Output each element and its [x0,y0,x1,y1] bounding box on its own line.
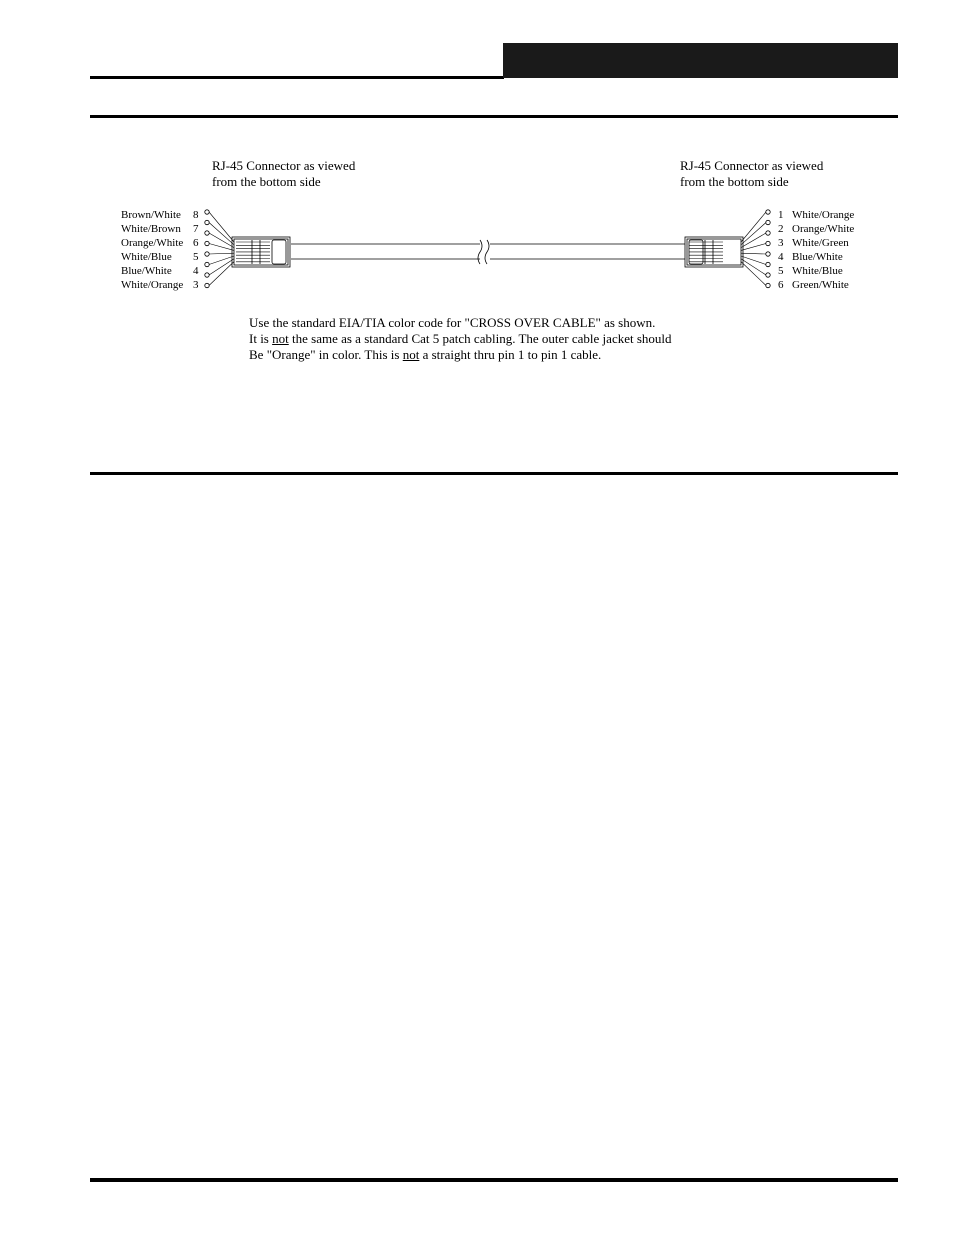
right-wire-terminal [766,252,770,256]
right-fanout-wire [741,244,766,251]
left-pin-number: 4 [193,265,199,277]
note-line-2: It is not the same as a standard Cat 5 patch cabling. The outer cable jacket should [249,331,672,346]
left-pin-number: 7 [193,223,199,235]
left-connector-latch [272,240,286,264]
left-connector-caption: RJ-45 Connector as viewed from the bottom side [212,158,356,189]
right-wire-terminal [766,262,770,266]
right-pin-number: 1 [778,209,784,221]
left-wire-label: White/Brown [121,223,181,235]
right-wire-label: Green/White [792,279,849,291]
right-wire-terminal [766,231,770,235]
left-wire-terminal [205,220,209,224]
right-pin-number: 3 [778,237,784,249]
right-fanout-wire [741,259,766,275]
left-pin-number: 8 [193,209,199,221]
crossover-cable-diagram [0,0,954,320]
right-fanout-wire [741,253,766,254]
cable-note [249,315,672,363]
right-fanout-wire [741,262,766,286]
left-wire-terminal [205,210,209,214]
left-wire-terminal [205,231,209,235]
right-fanout-wire [741,233,766,248]
left-wire-terminal [205,283,209,287]
right-connector-caption: RJ-45 Connector as viewed from the bottom side [680,158,824,189]
right-pin-number: 5 [778,265,784,277]
right-fanout-wire [741,256,766,265]
left-wire-terminal [205,262,209,266]
section-rule-bottom [90,472,898,475]
left-fanout-wire [209,233,234,248]
left-fanout-wire [209,244,234,251]
left-wire-label: Blue/White [121,265,172,277]
left-wire-terminal [205,273,209,277]
right-wire-terminal [766,220,770,224]
left-pin-number: 5 [193,251,199,263]
left-wire-terminal [205,241,209,245]
right-wire-label: White/Orange [792,209,855,221]
left-wire-terminal [205,252,209,256]
left-fanout-wire [209,262,234,286]
left-fanout-wire [209,259,234,275]
right-wire-terminal [766,283,770,287]
right-fanout-wire [741,223,766,245]
left-wire-label: White/Orange [121,279,184,291]
left-fanout-wire [209,223,234,245]
left-fanout-wire [209,256,234,265]
right-pin-number: 4 [778,251,784,263]
right-fanout-wire [741,212,766,242]
right-wire-label: White/Green [792,237,849,249]
right-pin-number: 6 [778,279,784,291]
left-wire-label: Brown/White [121,209,181,221]
right-wire-label: Blue/White [792,251,843,263]
left-pin-number: 3 [193,279,199,291]
right-wire-terminal [766,273,770,277]
left-pin-number: 6 [193,237,199,249]
right-wire-label: Orange/White [792,223,855,235]
note-line-1: Use the standard EIA/TIA color code for "CROSS OVER CABLE" as shown. [249,315,656,330]
left-wire-label: Orange/White [121,237,184,249]
note-line-3: Be "Orange" in color. This is not a straight thru pin 1 to pin 1 cable. [249,347,602,362]
right-wire-terminal [766,210,770,214]
left-fanout-wire [209,253,234,254]
right-wire-label: White/Blue [792,265,843,277]
left-fanout-wire [209,212,234,242]
footer-rule [90,1178,898,1182]
cable-break-mark [485,240,489,264]
left-wire-label: White/Blue [121,251,172,263]
right-wire-terminal [766,241,770,245]
right-pin-number: 2 [778,223,784,235]
